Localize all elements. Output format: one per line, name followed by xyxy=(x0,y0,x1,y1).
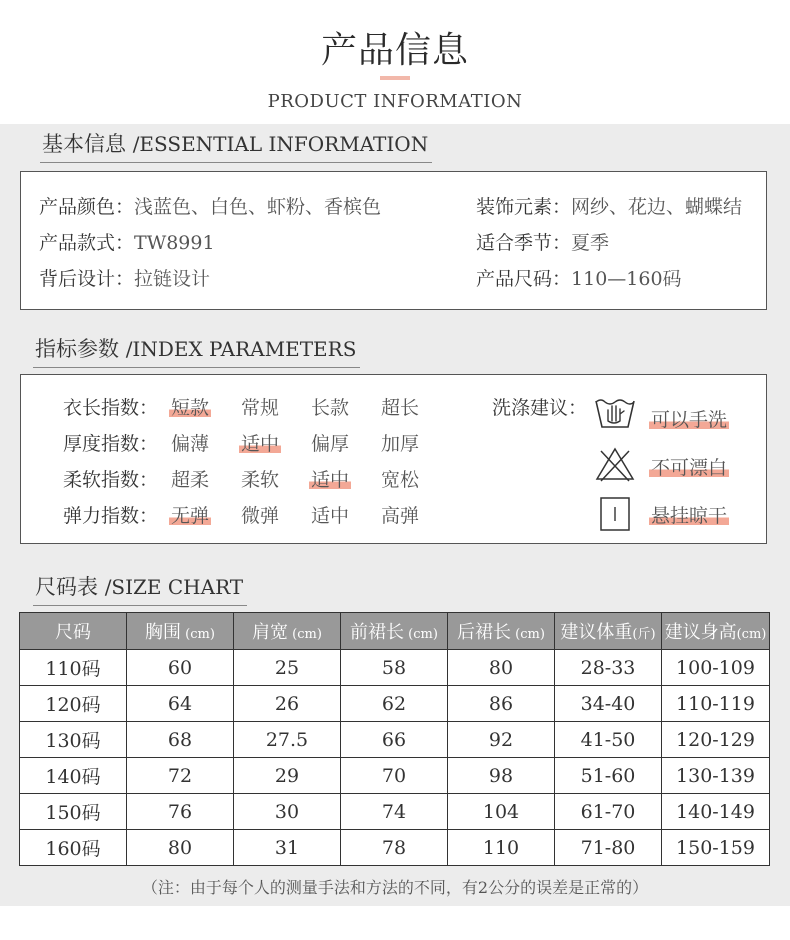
size-table xyxy=(19,612,770,866)
hang-dry-icon xyxy=(593,495,637,533)
measurement-note: （注：由于每个人的测量手法和方法的不同，有2公分的误差是正常的） xyxy=(141,878,649,897)
option-soft-super: 超柔 xyxy=(171,469,210,491)
basic-info-heading-en: /ESSENTIAL INFORMATION xyxy=(132,132,429,156)
option-soft-soft: 柔软 xyxy=(241,469,280,491)
index-label-length: 衣长指数： xyxy=(63,397,159,419)
option-length-short: 短款 xyxy=(169,393,211,420)
table-row: 120码 64 26 62 86 34-40 110-119 xyxy=(20,686,770,722)
title-accent-bar xyxy=(380,76,410,80)
table-row: 140码 72 29 70 98 51-60 130-139 xyxy=(20,758,770,794)
index-heading-en: /INDEX PARAMETERS xyxy=(125,337,357,361)
index-heading-cn: 指标参数 xyxy=(35,337,119,361)
option-thick-thick: 偏厚 xyxy=(311,433,350,455)
info-decoration: 装饰元素：网纱、花边、蝴蝶结 xyxy=(476,196,743,218)
option-elastic-medium: 适中 xyxy=(311,505,350,527)
wash-text-no-bleach: 不可漂白 xyxy=(649,453,729,480)
basic-info-heading-cn: 基本信息 xyxy=(42,132,126,156)
index-heading xyxy=(33,333,360,368)
size-chart-heading xyxy=(33,571,247,606)
option-soft-loose: 宽松 xyxy=(381,469,420,491)
index-box xyxy=(20,374,767,544)
header-size: 尺码 xyxy=(20,613,127,650)
table-row: 110码 60 25 58 80 28-33 100-109 xyxy=(20,650,770,686)
option-length-regular: 常规 xyxy=(241,397,280,419)
page-header xyxy=(0,0,790,124)
option-soft-medium: 适中 xyxy=(309,465,351,492)
info-size-range: 产品尺码：110—160码 xyxy=(476,268,682,290)
wash-text-hand-wash: 可以手洗 xyxy=(649,405,729,432)
hand-wash-icon xyxy=(593,393,637,431)
page-title: 产品信息 xyxy=(320,30,469,71)
index-label-softness: 柔软指数： xyxy=(63,469,159,491)
page-subtitle: PRODUCT INFORMATION xyxy=(267,91,523,112)
header-height: 建议身高(cm) xyxy=(662,613,770,650)
no-bleach-icon xyxy=(593,445,637,483)
index-label-thickness: 厚度指数： xyxy=(63,433,159,455)
header-front-length: 前裙长 (cm) xyxy=(341,613,448,650)
option-elastic-high: 高弹 xyxy=(381,505,420,527)
header-shoulder: 肩宽 (cm) xyxy=(234,613,341,650)
table-row: 150码 76 30 74 104 61-70 140-149 xyxy=(20,794,770,830)
table-row: 130码 68 27.5 66 92 41-50 120-129 xyxy=(20,722,770,758)
header-back-length: 后裙长 (cm) xyxy=(448,613,555,650)
size-table-header-row xyxy=(20,613,770,650)
info-back-design: 背后设计：拉链设计 xyxy=(39,268,211,290)
wash-label: 洗涤建议： xyxy=(492,397,588,419)
index-label-elasticity: 弹力指数： xyxy=(63,505,159,527)
info-color: 产品颜色：浅蓝色、白色、虾粉、香槟色 xyxy=(39,196,382,218)
header-chest: 胸围 (cm) xyxy=(127,613,234,650)
basic-info-box xyxy=(20,171,767,310)
size-chart-heading-cn: 尺码表 xyxy=(35,575,98,599)
option-elastic-slight: 微弹 xyxy=(241,505,280,527)
option-length-long: 长款 xyxy=(311,397,350,419)
wash-text-hang-dry: 悬挂晾干 xyxy=(649,501,729,528)
table-row: 160码 80 31 78 110 71-80 150-159 xyxy=(20,830,770,866)
info-season: 适合季节：夏季 xyxy=(476,232,610,254)
info-style: 产品款式：TW8991 xyxy=(39,232,215,254)
size-chart-heading-en: /SIZE CHART xyxy=(104,575,244,599)
option-length-extra-long: 超长 xyxy=(381,397,420,419)
basic-info-heading xyxy=(40,128,432,163)
option-thick-medium: 适中 xyxy=(239,429,281,456)
option-elastic-none: 无弹 xyxy=(169,501,211,528)
option-thick-extra: 加厚 xyxy=(381,433,420,455)
header-weight: 建议体重(斤) xyxy=(555,613,662,650)
option-thick-thin: 偏薄 xyxy=(171,433,210,455)
